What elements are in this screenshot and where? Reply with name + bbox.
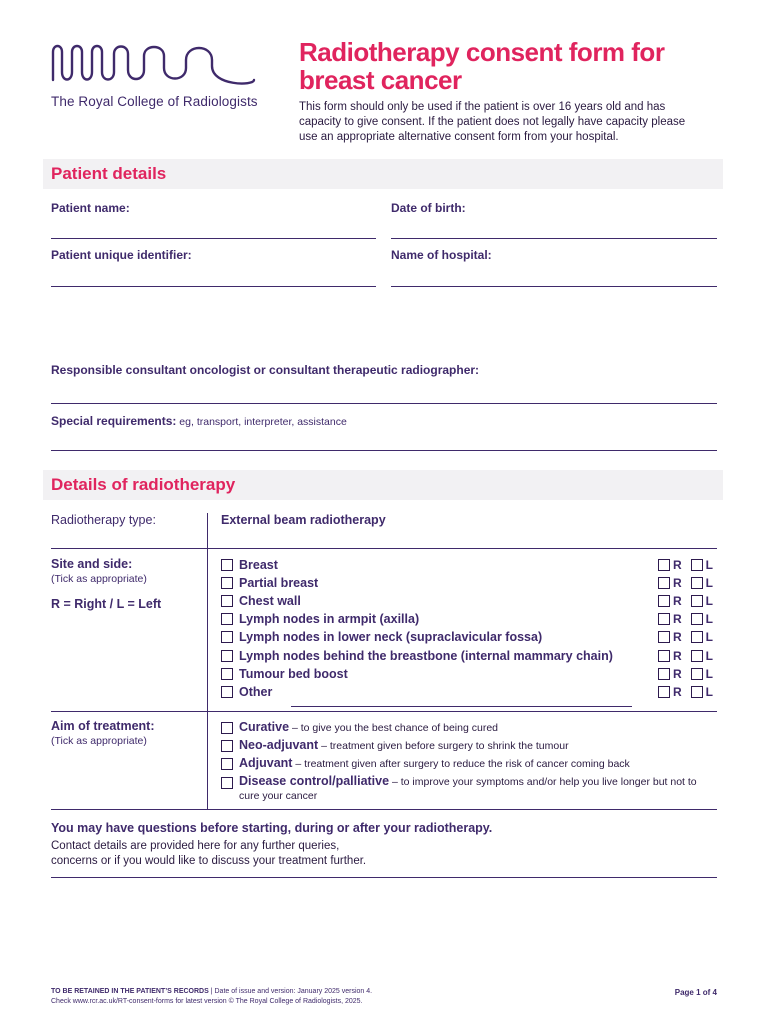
left-letter: L xyxy=(705,612,714,626)
consultant-label: Responsible consultant oncologist or consultant therapeutic radiographer: xyxy=(51,363,480,377)
patient-name-field[interactable] xyxy=(51,238,376,239)
special-field[interactable] xyxy=(51,450,717,451)
right-letter: R xyxy=(673,558,682,572)
site-row-chest-wall[interactable] xyxy=(221,592,301,610)
questions-heading: You may have questions before starting, during or after your radiotherapy. xyxy=(51,821,493,835)
aim-row-curative[interactable] xyxy=(221,720,716,734)
patient-details-heading: Patient details xyxy=(51,164,167,183)
aim-checkbox[interactable] xyxy=(221,777,233,789)
aim-checkbox[interactable] xyxy=(221,758,233,770)
dob-field[interactable] xyxy=(391,238,717,239)
questions-divider xyxy=(51,877,717,878)
aim-checkbox[interactable] xyxy=(221,722,233,734)
site-checkbox[interactable] xyxy=(221,559,233,571)
site-hint: (Tick as appropriate) xyxy=(51,573,147,585)
site-name: Chest wall xyxy=(239,594,301,608)
right-letter: R xyxy=(673,576,682,590)
aim-hint: (Tick as appropriate) xyxy=(51,735,147,747)
column-divider xyxy=(207,513,208,810)
site-label: Site and side: xyxy=(51,557,133,571)
right-checkbox[interactable] xyxy=(658,577,670,589)
site-name: Partial breast xyxy=(239,576,319,590)
identifier-field[interactable] xyxy=(51,286,376,287)
footer-retain: TO BE RETAINED IN THE PATIENT’S RECORDS xyxy=(51,988,209,995)
right-checkbox[interactable] xyxy=(658,686,670,698)
patient-name-label: Patient name: xyxy=(51,201,130,215)
left-checkbox[interactable] xyxy=(691,595,703,607)
organisation-name: The Royal College of Radiologists xyxy=(51,94,258,109)
aim-label: Aim of treatment: xyxy=(51,719,155,733)
right-letter: R xyxy=(673,685,682,699)
site-row-tumour-bed[interactable] xyxy=(221,665,348,683)
footer-check: Check www.rcr.ac.uk/RT-consent-forms for latest version © The Royal College of Radiologists, 2025. xyxy=(51,998,363,1005)
left-letter: L xyxy=(705,630,714,644)
aim-row-neo-adjuvant[interactable] xyxy=(221,738,716,752)
rcr-wave-logo-icon xyxy=(50,40,258,88)
left-checkbox[interactable] xyxy=(691,668,703,680)
side-selector[interactable] xyxy=(658,628,713,646)
aim-term: Adjuvant xyxy=(239,756,293,770)
side-selector[interactable] xyxy=(658,610,713,628)
left-letter: L xyxy=(705,649,714,663)
aim-desc: – to give you the best chance of being cured xyxy=(289,722,499,734)
questions-line-1: Contact details are provided here for any further queries, xyxy=(51,840,340,852)
site-row-axilla[interactable] xyxy=(221,610,419,628)
site-name: Tumour bed boost xyxy=(239,667,348,681)
site-checkbox[interactable] xyxy=(221,686,233,698)
dob-label: Date of birth: xyxy=(391,201,466,215)
aim-term: Curative xyxy=(239,720,290,734)
aim-term: Neo-adjuvant xyxy=(239,738,319,752)
left-checkbox[interactable] xyxy=(691,631,703,643)
right-letter: R xyxy=(673,649,682,663)
type-divider xyxy=(51,548,717,549)
side-selector[interactable] xyxy=(658,592,713,610)
site-checkbox[interactable] xyxy=(221,668,233,680)
site-name: Lymph nodes behind the breastbone (internal mammary chain) xyxy=(239,649,613,663)
aim-term: Disease control/palliative xyxy=(239,774,390,788)
left-letter: L xyxy=(705,558,714,572)
rl-legend: R = Right / L = Left xyxy=(51,597,162,611)
site-name: Lymph nodes in lower neck (supraclavicular fossa) xyxy=(239,630,543,644)
right-letter: R xyxy=(673,630,682,644)
aim-desc: – treatment given after surgery to reduce the risk of cancer coming back xyxy=(292,758,630,770)
site-checkbox[interactable] xyxy=(221,631,233,643)
aim-row-palliative[interactable] xyxy=(221,775,716,803)
side-selector[interactable] xyxy=(658,556,713,574)
right-checkbox[interactable] xyxy=(658,559,670,571)
side-selector[interactable] xyxy=(658,574,713,592)
aim-checkbox[interactable] xyxy=(221,740,233,752)
footer-sep: | xyxy=(208,988,215,995)
hospital-field[interactable] xyxy=(391,286,717,287)
footer-info xyxy=(51,987,372,1007)
left-letter: L xyxy=(705,685,714,699)
right-checkbox[interactable] xyxy=(658,613,670,625)
left-checkbox[interactable] xyxy=(691,686,703,698)
consultant-field[interactable] xyxy=(51,403,717,404)
side-selector[interactable] xyxy=(658,647,713,665)
questions-text xyxy=(51,839,366,869)
footer-issue: Date of issue and version: January 2025 version 4. xyxy=(214,988,373,995)
form-title: Radiotherapy consent form for breast cancer xyxy=(299,37,665,95)
other-site-field[interactable] xyxy=(291,706,632,707)
site-row-breast[interactable] xyxy=(221,556,278,574)
site-row-other[interactable] xyxy=(221,683,272,701)
aim-row-adjuvant[interactable] xyxy=(221,756,716,770)
page-number: Page 1 of 4 xyxy=(674,988,717,997)
right-checkbox[interactable] xyxy=(658,631,670,643)
right-letter: R xyxy=(673,594,682,608)
special-label: Special requirements: xyxy=(51,414,177,428)
site-checkbox[interactable] xyxy=(221,577,233,589)
left-letter: L xyxy=(705,576,714,590)
site-row-supraclavicular[interactable] xyxy=(221,628,542,646)
left-checkbox[interactable] xyxy=(691,613,703,625)
questions-line-2: concerns or if you would like to discuss your treatment further. xyxy=(51,855,367,867)
side-selector[interactable] xyxy=(658,683,713,701)
left-letter: L xyxy=(705,667,714,681)
site-name: Other xyxy=(239,685,273,699)
site-checkbox[interactable] xyxy=(221,650,233,662)
aim-desc: – to improve your symptoms and/or help you live longer but not to cure your cancer xyxy=(239,776,697,802)
special-requirements xyxy=(51,414,347,428)
identifier-label: Patient unique identifier: xyxy=(51,248,192,262)
type-label: Radiotherapy type: xyxy=(51,513,156,527)
aim-divider xyxy=(51,809,717,810)
site-row-internal-mammary[interactable] xyxy=(221,647,613,665)
hospital-label: Name of hospital: xyxy=(391,248,492,262)
right-checkbox[interactable] xyxy=(658,650,670,662)
side-selector[interactable] xyxy=(658,665,713,683)
radiotherapy-heading: Details of radiotherapy xyxy=(51,475,236,494)
site-name: Breast xyxy=(239,558,278,572)
left-checkbox[interactable] xyxy=(691,577,703,589)
right-checkbox[interactable] xyxy=(658,668,670,680)
left-checkbox[interactable] xyxy=(691,650,703,662)
left-checkbox[interactable] xyxy=(691,559,703,571)
right-checkbox[interactable] xyxy=(658,595,670,607)
right-letter: R xyxy=(673,612,682,626)
form-intro: This form should only be used if the patient is over 16 years old and has capacity to give consent. If the patient does not legally have capacity please use an appropriate alternative consent form from your hospital. xyxy=(299,101,686,143)
site-name: Lymph nodes in armpit (axilla) xyxy=(239,612,420,626)
site-checkbox[interactable] xyxy=(221,613,233,625)
type-value: External beam radiotherapy xyxy=(221,513,386,527)
special-hint: eg, transport, interpreter, assistance xyxy=(176,416,347,428)
site-row-partial-breast[interactable] xyxy=(221,574,318,592)
right-letter: R xyxy=(673,667,682,681)
left-letter: L xyxy=(705,594,714,608)
site-divider xyxy=(51,711,717,712)
aim-desc: – treatment given before surgery to shrink the tumour xyxy=(318,740,569,752)
site-checkbox[interactable] xyxy=(221,595,233,607)
